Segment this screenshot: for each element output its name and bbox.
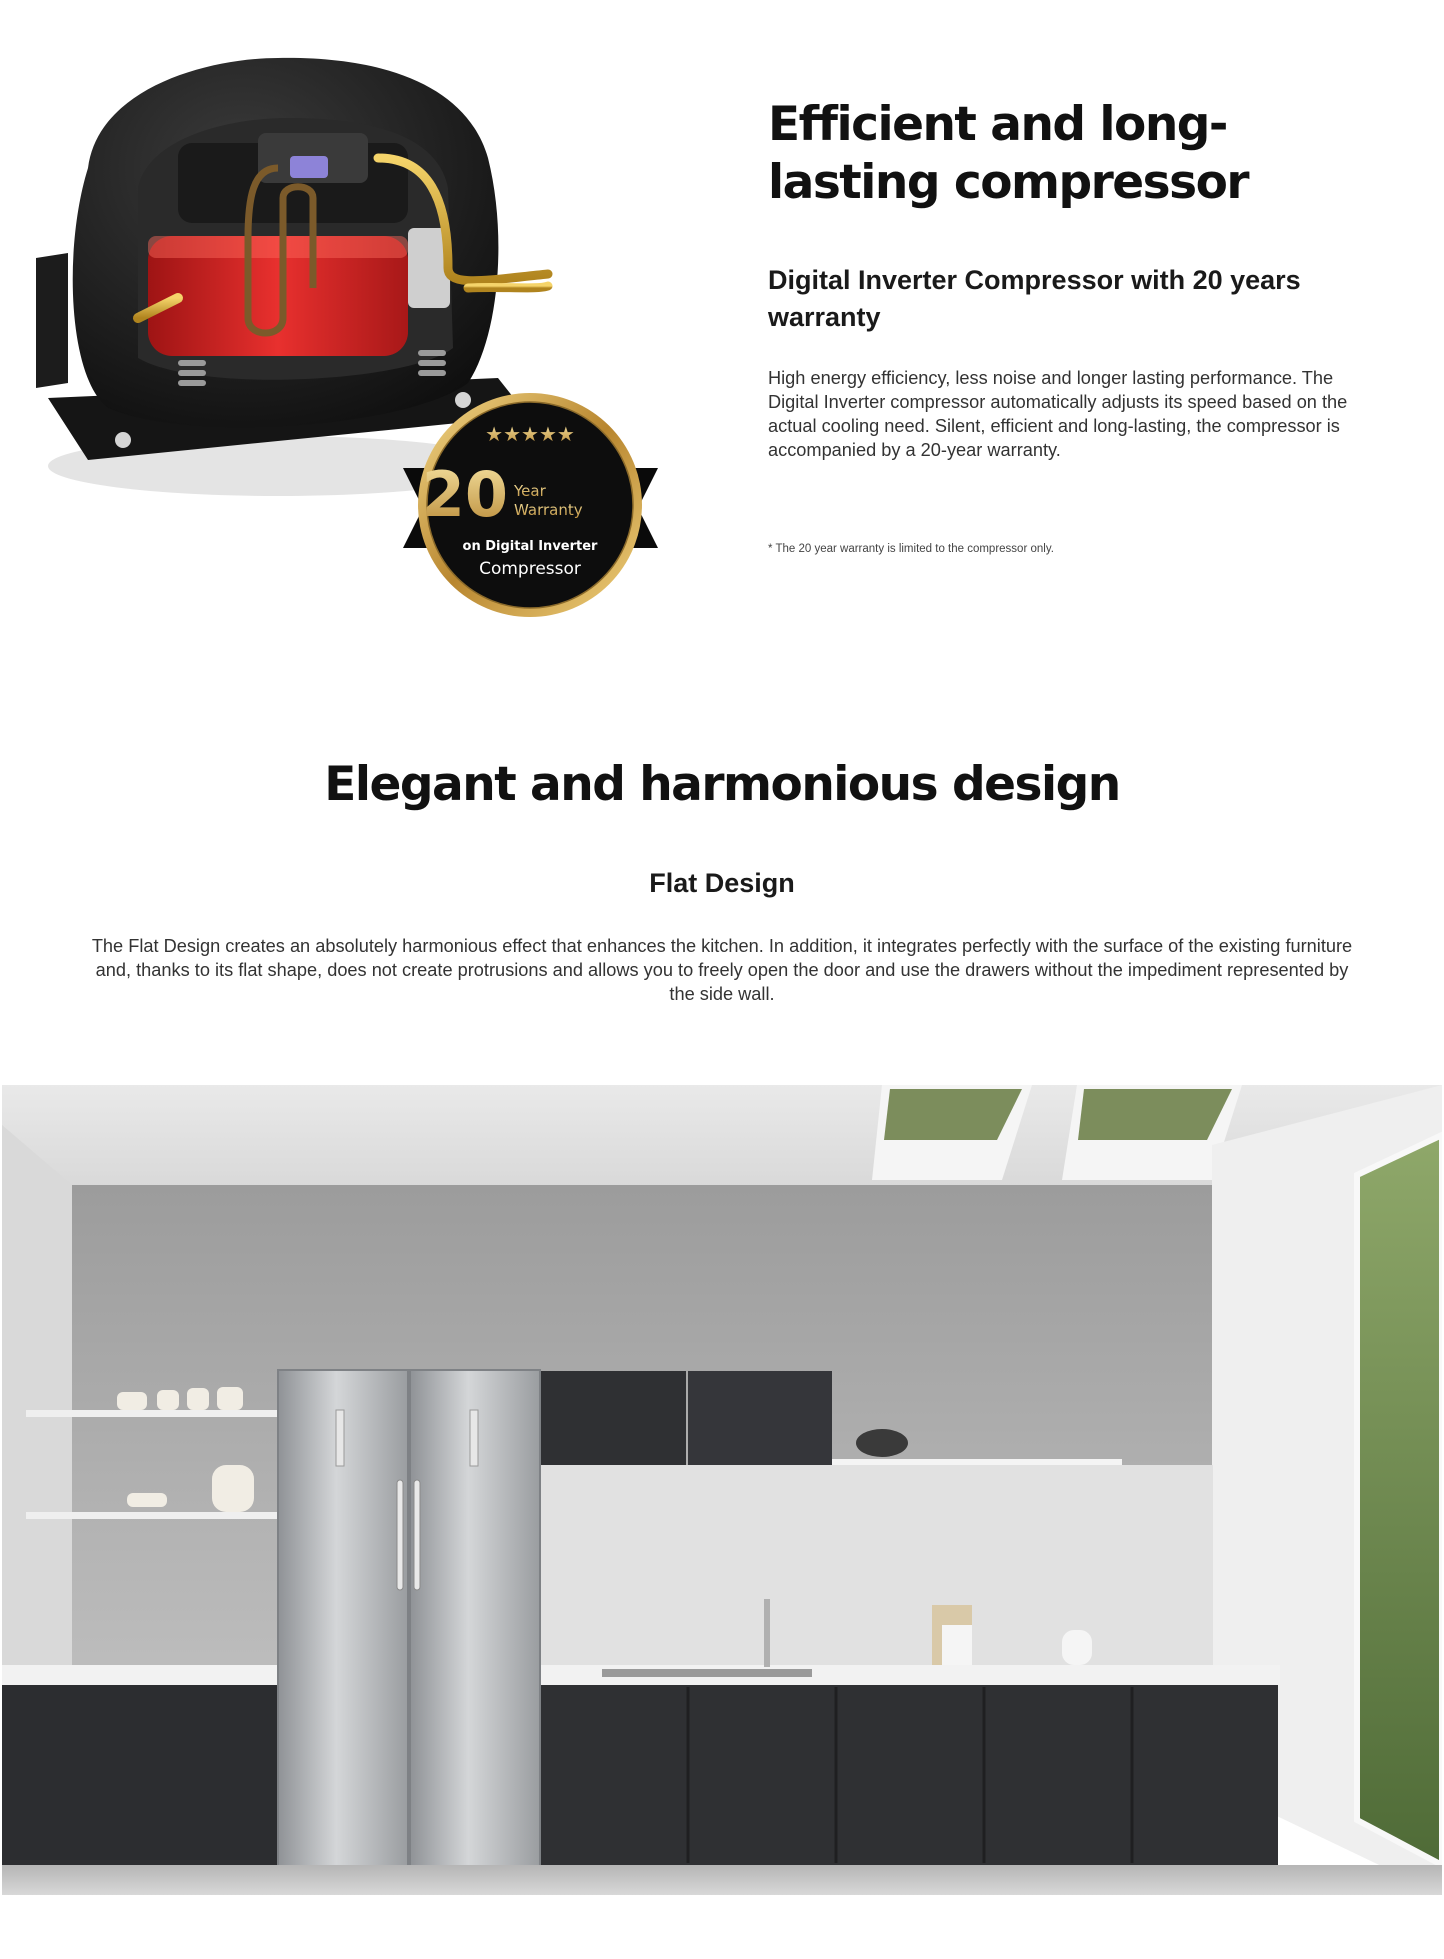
design-description: The Flat Design creates an absolutely harmonious effect that enhances the kitchen. In addition, it integrates perfectly with the surface of the existing furniture and, thanks to its flat shape, does not create protrusions and allows you to freely open the door and use the drawers without the impediment represented by the side wall. — [91, 936, 1353, 1004]
compressor-description: High energy efficiency, less noise and longer lasting performance. The Digital Inverter compressor automatically adjusts its speed based on the actual cooling need. Silent, efficient and long-lasting, the compressor is accompanied by a 20-year warranty. — [768, 368, 1348, 460]
compressor-footnote: * The 20 year warranty is limited to the compressor only. — [768, 543, 1054, 555]
compressor-subheading: Digital Inverter Compressor with 20 years warranty — [768, 265, 1301, 332]
compressor-illustration — [28, 48, 708, 628]
badge-line2: Compressor — [479, 559, 581, 579]
warranty-badge — [403, 393, 658, 617]
badge-stars: ★★★★★ — [485, 422, 575, 446]
design-subheading: Flat Design — [649, 868, 795, 898]
compressor-heading: Efficient and long-lasting compressor — [768, 97, 1249, 210]
badge-year: Year — [514, 482, 546, 500]
badge-warranty: Warranty — [514, 501, 583, 519]
badge-line1: on Digital Inverter — [462, 539, 598, 554]
design-heading: Elegant and harmonious design — [324, 757, 1120, 812]
badge-number: 20 — [421, 458, 508, 531]
kitchen-scene-image — [2, 1085, 1442, 1895]
